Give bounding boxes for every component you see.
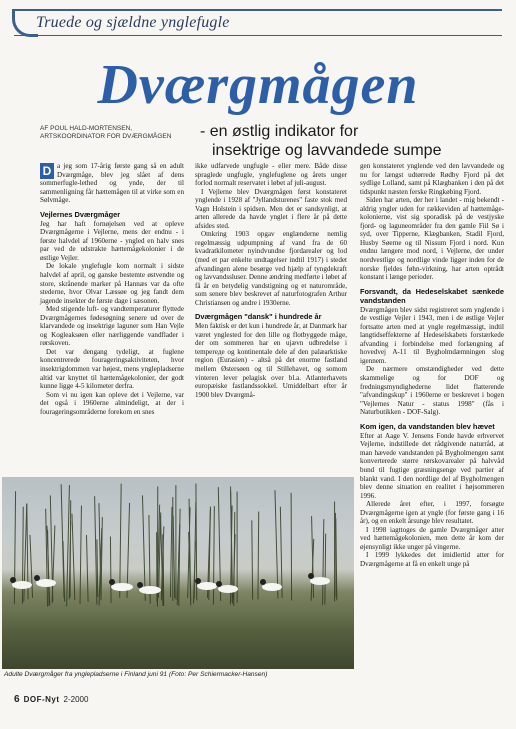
gull-8 [308, 573, 330, 585]
gulls-photo [2, 477, 354, 669]
reed-stem [163, 540, 164, 606]
paragraph: Siden har arten, der her i landet - mig bekendt - aldrig yngler uden for rækkeviden af hættemåge-kolonierne, vist sig sporadisk på de vestjyske fjord- og laguneområder fra den gamle Fiil Sø i syd, over Tipperne, Klægbanken, Stadil Fjord, Husby Søerne og til Nissum Fjord i nord. Kun endnu længere mod nord, i Vejlerne, der under nordvestlige og nordlige vinde ligger inden for de norske fjeldes føhn-virkning, har arten optrådt konstant i længe perioder. [360, 196, 504, 282]
subheading: Kom igen, da vandstanden blev hævet [360, 421, 495, 431]
reed-stem [72, 514, 75, 600]
reed-stem [213, 506, 214, 604]
paragraph: Som vi nu igen kan opleve det i Vejlerne, var det også i 1960erne almindeligt, at der i fourageringsområderne forekom en snes [40, 390, 184, 416]
reed-stem [95, 496, 97, 604]
intro-paragraph [40, 162, 184, 205]
paragraph: Jeg har haft fornøjelsen ved at opleve Dværgmågerne i Vejlerne, mens der endnu - i første halvdel af 1960erne - yngled en halv snes par ved de udstrakte hættemågekolonier i de østlige Vejler. [40, 219, 184, 262]
paragraph: I Vejlerne blev Dværgmågen først konstateret ynglende i 1928 af "Jyllandsturenes" faste stok med Vagn Holstein i spidsen. Men det er sandsynligt, at arten allerede da havde ynglet i flere år på dette afsides sted. [195, 187, 347, 230]
reed-stem [280, 507, 282, 598]
reed-stem [87, 535, 89, 602]
reed-stem [101, 517, 102, 598]
byline-role: ARTSKOORDINATOR FOR DVÆRGMÅGEN [40, 133, 172, 140]
gull-7 [260, 579, 282, 591]
magazine-name: DOF-Nyt [23, 695, 60, 704]
reed-stem [22, 507, 23, 604]
header-corner-ornament [12, 9, 38, 37]
text-column-3 [360, 162, 504, 569]
reed-stem [275, 490, 278, 598]
reed-stem [110, 536, 111, 603]
text-column-2 [195, 162, 347, 399]
subheading: Dværgmågen "dansk" i hundrede år [195, 312, 322, 322]
paragraph: Men faktisk er det kun i hundrede år, at Danmark har været ynglested for den lille og flotbyggede måge, der om sommeren har en ujævn udbredelse i tempereде og kontinentale dele af den palæarktiske region (Eurasien) - altså på det enorme fastland mellem Østersøen og til Stillehavet, og somom vinteren lever pelagisk over bl.a. Atlanterhavets europæiske fastlandssokkel. Umiddelbart efter år 1900 blev Dværgmå- [195, 322, 347, 399]
reed-marsh-illustration [2, 477, 354, 669]
intro-text: a jeg som 17-årig første gang så en adult Dværgmåge, blev jeg slået af dens sommerfugle-lethed og ynde, der til sammenligning får hættemågen til at virke som en Sølvmåge. [40, 162, 184, 205]
reed-stem [325, 534, 326, 605]
reed-stem [258, 512, 259, 600]
reed-stem [173, 516, 175, 599]
reed-stem [323, 519, 324, 605]
reed-stem [61, 484, 64, 598]
byline-author: AF POUL HALD-MORTENSEN, [40, 125, 133, 132]
subtitle-line-2: insektrige og lavvandede sumpe [212, 142, 442, 159]
paragraph: Med stigende luft- og vandtemperaturer flyttede Dværgmågernes fødesøgning senere ud over de klarvandede og insektrige laguner som Han Vejle og Kogleaksøen eller nærliggende vandflader i rørskoven. [40, 305, 184, 348]
subheading: Forsvandt, da Hedeselskabet sænkede vandstanden [360, 286, 504, 305]
issue-number: 2-2000 [63, 695, 89, 704]
gull-1 [10, 577, 32, 589]
paragraph: Efter at Aage V. Jensens Fonde havde erhvervet Vejlerne, indstillede det rådgivende naturråd, at man hævede vandstanden på Bygholmengen samt konverterede større rørskovarealer på halvvåd bund til fugtige græsningsenge ved partier af blankt vand. I den nordlige del af Bygholmengen blev denne situation en realitet i højsommeren 1996. [360, 431, 504, 500]
reed-stem [179, 509, 180, 606]
page-footer [14, 694, 88, 705]
section-header [14, 9, 502, 36]
paragraph: I 1999 lykkedes det imidlertid atter for Dværgmågerne at få en enkelt unge på [360, 551, 504, 568]
paragraph: ikke udfarvede ungfugle - eller mere. Både disse spraglede ungfugle, ynglefuglene og årets unger forlod normalt reservatet i løbet af juli-august. [195, 162, 347, 188]
subtitle-line-1: - en østlig indikator for [200, 123, 359, 140]
drop-cap: D [40, 163, 54, 179]
series-title: Truede og sjældne ynglefugle [36, 14, 230, 31]
byline [40, 125, 200, 141]
photo-caption: Adulte Dværgmåger fra ynglepladserne i Finland juni 91 (Foto: Per Schiermacker-Hansen) [4, 671, 268, 678]
paragraph: I 1998 iagttoges de gamle Dværgmåger atter ved hættemågekolonien, men dette år kom der øjensynligt ikke unger på vingerne. [360, 525, 504, 551]
reed-stem [252, 520, 253, 599]
text-column-1 [40, 162, 184, 416]
article-subtitle [200, 122, 500, 160]
reed-stem [120, 484, 121, 598]
paragraph: Det var dengang tydeligt, at fuglene koncentrerede fourageringsaktiviteten, hvor insektrigdommen var højest, mens ynglepladserne altid var knyttet til hættemågekolonier, der godt kunne ligge 4-5 kilometer derfra. [40, 347, 184, 391]
subheading: Vejlernes Dværgmåger [40, 209, 121, 219]
reed-stem [52, 525, 55, 602]
paragraph: De nærmere omstændigheder ved dette skammelige og for DOF og fredningsmyndighederne lidet flatterende "afvandingskup" i 1960erne er beskrevet i bogen "Vejlernes Natur - status 1998" (fås i Naturbutikken - DOF-Salg). [360, 365, 504, 417]
paragraph: Dværgmågen blev sidst registreret som ynglende i de vestlige Vejler i 1943, men i de østlige Vejler fortsatte arten med at yngle regelmæssigt, indtil langtidseffekterne af Hedeselskabets forstærkede afvanding i forbindelse med forlængning af hovedvej A-11 til Bygholmdæmningen slog igennem. [360, 305, 504, 365]
gull-6 [216, 581, 238, 593]
paragraph: Allerede året efter, i 1997, forsøgte Dværgmågerne igen at yngle (for første gang i 16 år), og en enkelt årsunge blev resultatet. [360, 500, 504, 526]
paragraph: De lokale ynglefugle kom normalt i sidste halvdel af april, og ganske bestemte østvendte og store, skrånende marker på Hannæs var da ofte stederne, hvor Olvar Læssøe og jeg fandt dem jagende insekter de første dage i sæsonen. [40, 262, 184, 305]
page-number: 6 [14, 694, 20, 705]
article-title: Dværgmågen [97, 54, 419, 116]
reed-stem [30, 535, 33, 598]
gull-3 [109, 579, 133, 591]
reed-stem [97, 539, 98, 597]
reed-stem [170, 507, 172, 597]
paragraph: gen konstateret ynglende ved den lavvandede og nu for længst udtørrede Rødby Fjord på det sydlige Lolland, samt på Klægbanken i den på det tidspunkt næsten ferske Ringkøbing Fjord. [360, 162, 504, 196]
reed-stem [46, 509, 48, 607]
reed-stem [80, 506, 81, 604]
paragraph: Omkring 1903 opgav englænderne nemlig regelmæssig udpumpning af vand fra de 60 kvadratkilometer nyindvundne fjordarealer og lod (med et par enkelte undtagelser indtil 1917) i stedet afvandingen alene besørge ved hjælp af tyngdekraft og lavvandssluser. Denne ændring medførte i løbet af få år en betydelig vandstigning og et naturområde, som senere blev beskrevet af naturfotografen Arthur Christiansen og andre i 1930erne. [195, 230, 347, 307]
